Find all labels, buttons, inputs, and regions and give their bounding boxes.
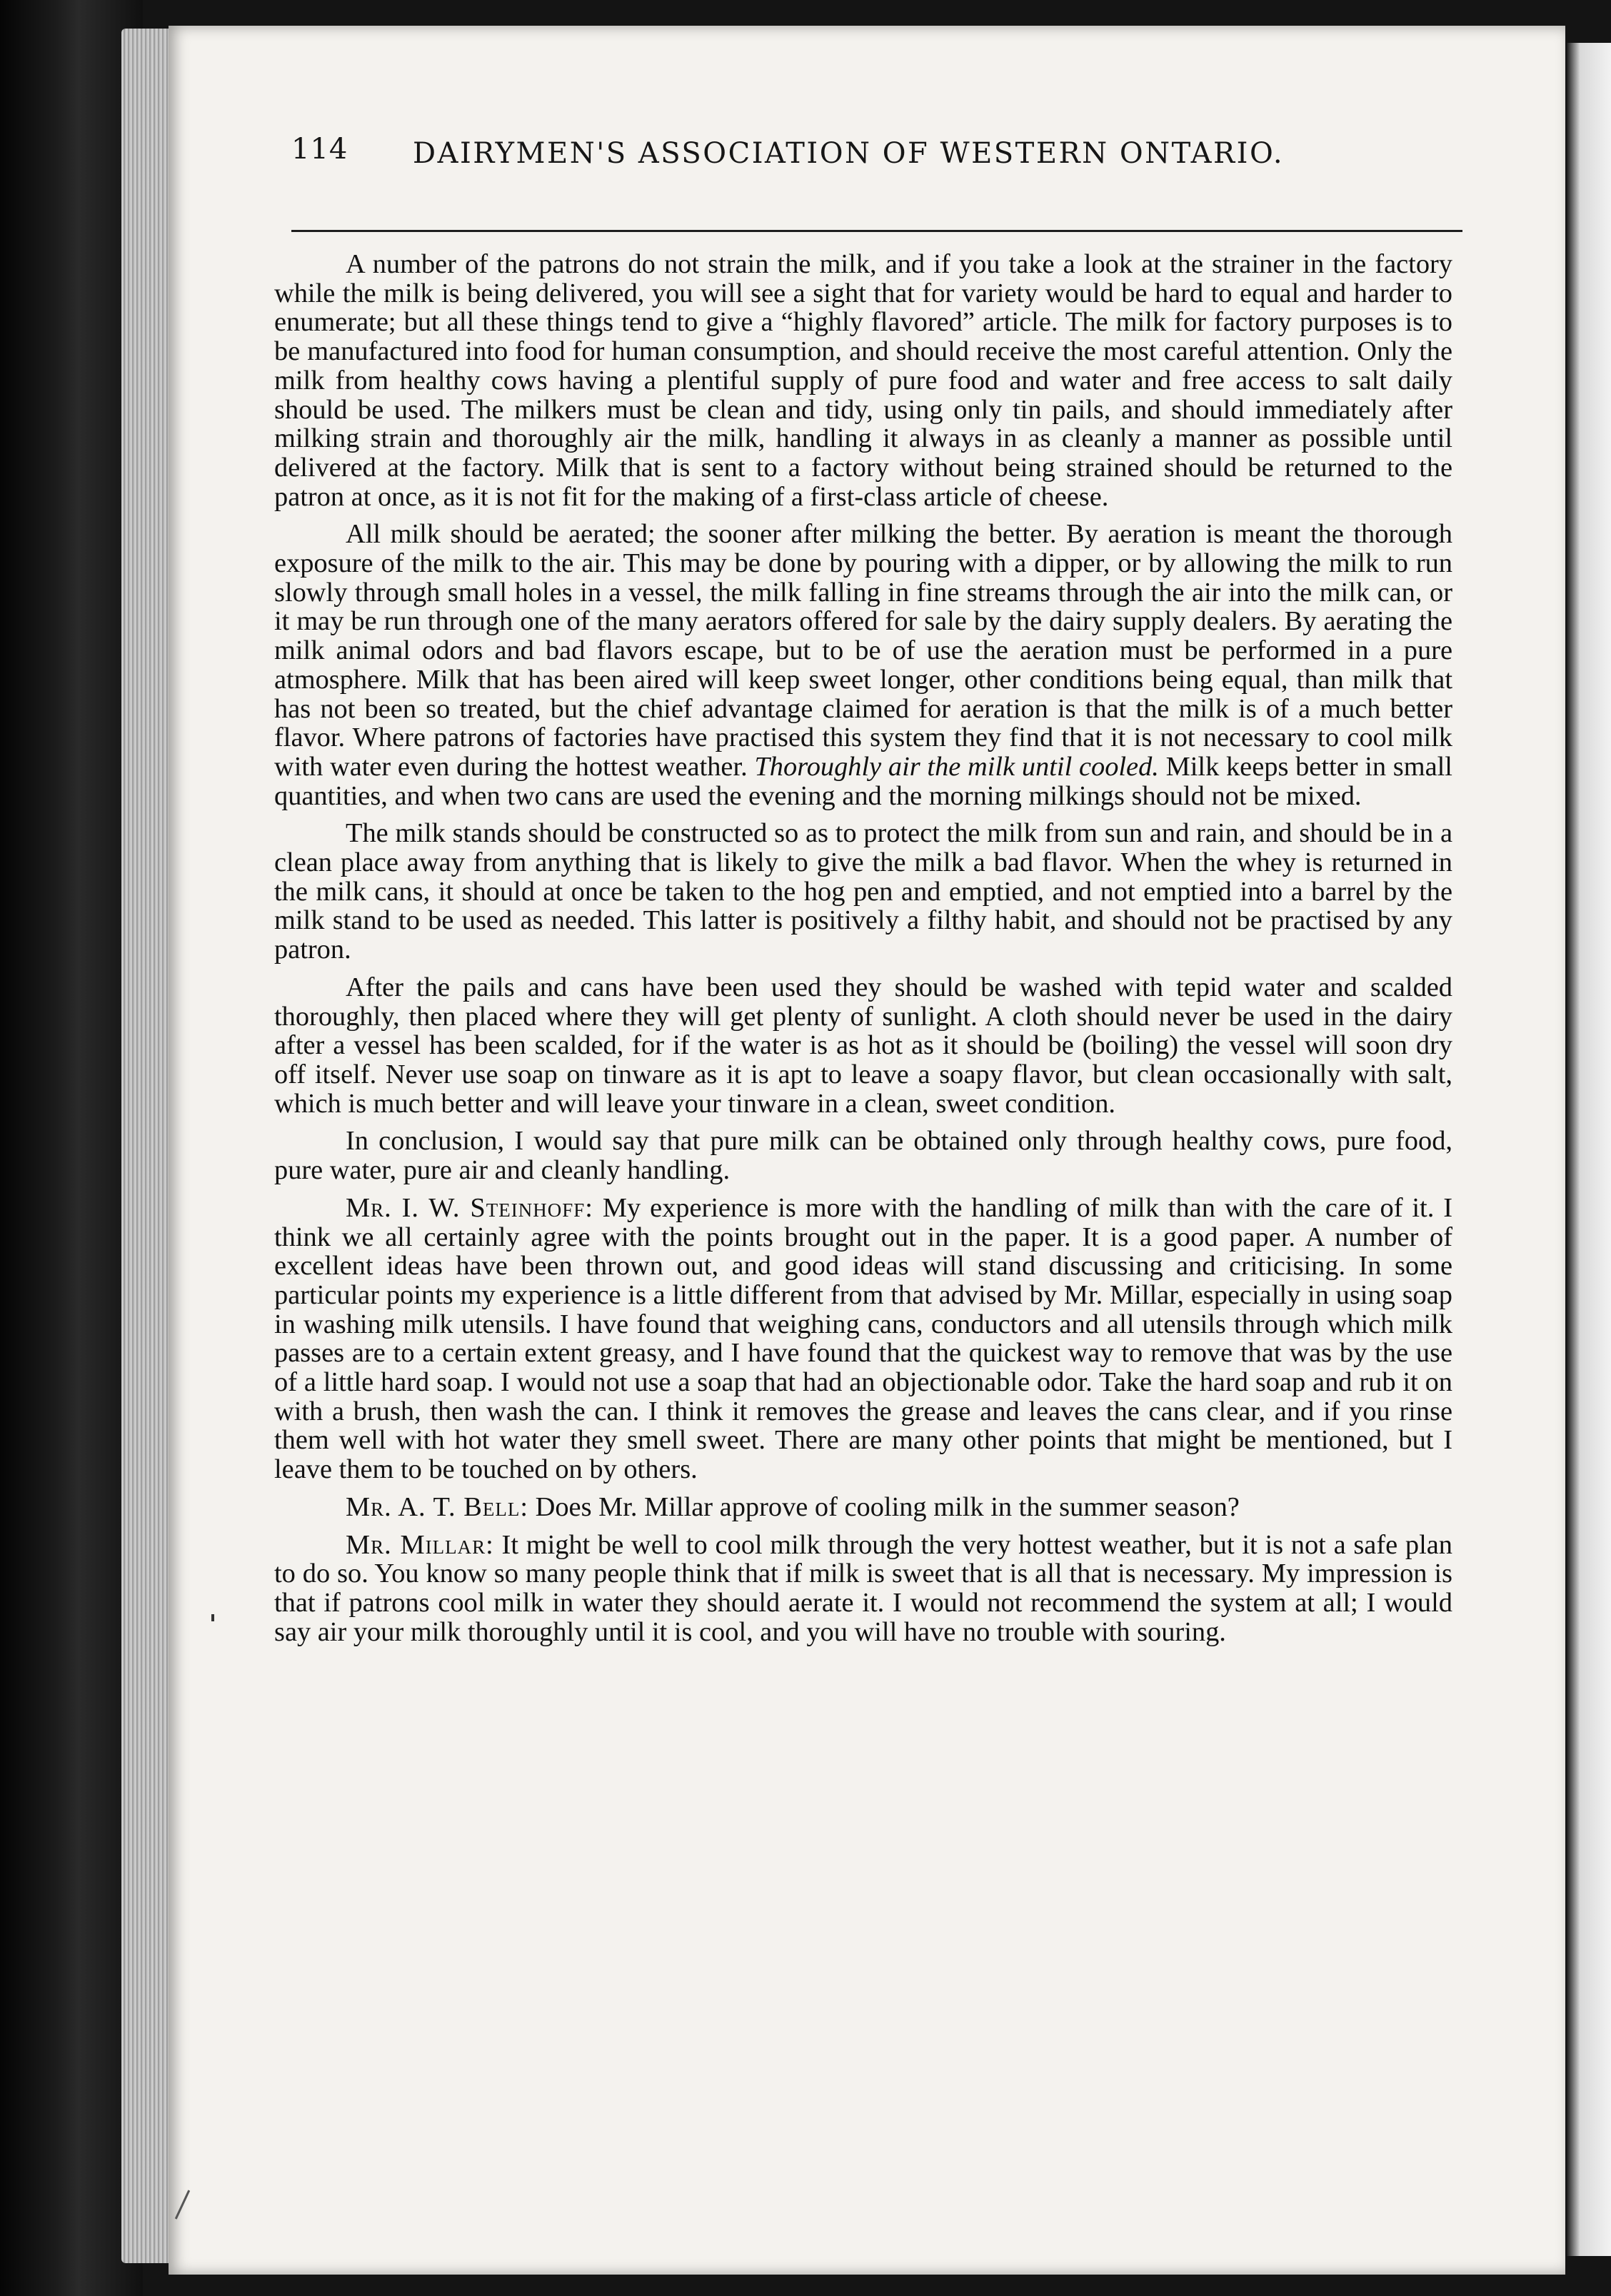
margin-speck — [211, 1614, 214, 1621]
page-number: 114 — [291, 133, 348, 166]
steinhoff-remarks: My experience is more with the handling of milk than with the care of it. I think we all certainly agree with the points brought out in the paper. It is a good paper. A number of excellent ideas have been thrown out, and good ideas will stand discussing and criticising. In some particular points my experience is a little different from that advised by Mr. Millar, especially in using soap in washing milk utensils. I have found that weighing cans, conductors and all utensils through which milk passes are to a certain extent greasy, and I have found that the quickest way to remove that was by the use of a little hard soap. I would not use a soap that had an objectionable odor. Take the hard soap and rub it on with a brush, then wash the can. I think it removes the grease and leaves the cans clear, and if you rinse them well with hot water they smell sweet. There are many other points that might be mentioned, but I leave them to be touched on by others. — [274, 1192, 1452, 1485]
aeration-text: All milk should be aerated; the sooner after milking the better. By aeration is meant the thorough exposure of the milk to the air. This may be done by pouring with a dipper, or by allowing the milk to run slowly through small holes in a vessel, the milk falling in fine streams through the air into the milk can, or it may be run through one of the many aerators offered for sale by the dairy supply dealers. By aerating the milk animal odors and bad flavors escape, but to be of use the aeration must be performed in a pure atmosphere. Milk that has been aired will keep sweet longer, other conditions being equal, than milk that has not been so treated, but the chief advantage claimed for aeration is that the milk is of a much better flavor. Where patrons of factories have practised this system they find that it is not necessary to cool milk with water even during the hottest weather. — [274, 519, 1452, 782]
aeration-text-end: Milk keeps better in small quantities, and when two cans are used the evening and the morning milkings should not be mixed. — [274, 751, 1452, 811]
page-edges — [121, 29, 171, 2263]
paragraph-steinhoff — [274, 1194, 1452, 1484]
paragraph-washing: After the pails and cans have been used they should be washed with tepid water and scalded thoroughly, then placed where they will get plenty of sunlight. A cloth should never be used in the dairy after a vessel has been scalded, for if the water is as hot as it should be (boiling) the vessel will soon dry off itself. Never use soap on tinware as it is apt to leave a soapy flavor, but clean occasionally with salt, which is much better and will leave your tinware in a clean, sweet condition. — [274, 972, 1452, 1119]
speaker-steinhoff: Mr. I. W. Steinhoff: — [346, 1192, 593, 1223]
speaker-millar: Mr. Millar: — [346, 1529, 494, 1560]
paragraph-straining: A number of the patrons do not strain the milk, and if you take a look at the strainer in the factory while the milk is being delivered, you will see a sight that for variety would be hard to equal and harder to enumerate; but all these things tend to give a “highly flavored” article. The milk for factory purposes is to be manufactured into food for human consumption, and should receive the most careful attention. Only the milk from healthy cows having a plentiful supply of pure food and water and free access to salt daily should be used. The milkers must be clean and tidy, using only tin pails, and should immediately after milking strain and thoroughly air the milk, handling it always in as cleanly a manner as possible until delivered at the factory. Milk that is sent to a factory without being strained should be returned to the patron at once, as it is not fit for the making of a first-class article of cheese. — [274, 249, 1452, 512]
bell-question: Does Mr. Millar approve of cooling milk in the summer season? — [535, 1491, 1240, 1522]
corner-mark — [175, 2190, 190, 2219]
millar-reply: It might be well to cool milk through the very hottest weather, but it is not a safe plan to do so. You know so many people think that if milk is sweet that is all that is necessary. My impression is that if patrons cool milk in water they should aerate it. I would not recommend the system at all; I would say air your milk thoroughly until it is cool, and you will have no trouble with souring. — [274, 1529, 1453, 1647]
header-rule — [291, 230, 1462, 232]
book-page — [169, 26, 1565, 2275]
running-head: DAIRYMEN'S ASSOCIATION OF WESTERN ONTARIO. — [413, 137, 1285, 170]
facing-page-edge — [1567, 43, 1611, 2256]
page-header — [291, 133, 1462, 183]
paragraph-conclusion: In conclusion, I would say that pure milk can be obtained only through healthy cows, pure food, pure water, pure air and cleanly handling. — [274, 1126, 1452, 1186]
paragraph-aeration — [274, 520, 1452, 810]
aeration-emphasis: Thoroughly air the milk until cooled. — [754, 751, 1159, 782]
paragraph-millar — [274, 1531, 1452, 1647]
paragraph-milk-stands: The milk stands should be constructed so as to protect the milk from sun and rain, and should be in a clean place away from anything that is likely to give the milk a bad flavor. When the whey is returned in the milk cans, it should at once be taken to the hog pen and emptied, and not emptied into a barrel by the milk stand to be used as needed. This latter is positively a filthy habit, and should not be practised by any patron. — [274, 818, 1452, 965]
article-body — [274, 250, 1452, 1646]
speaker-bell: Mr. A. T. Bell: — [346, 1491, 528, 1522]
paragraph-bell — [274, 1493, 1452, 1522]
